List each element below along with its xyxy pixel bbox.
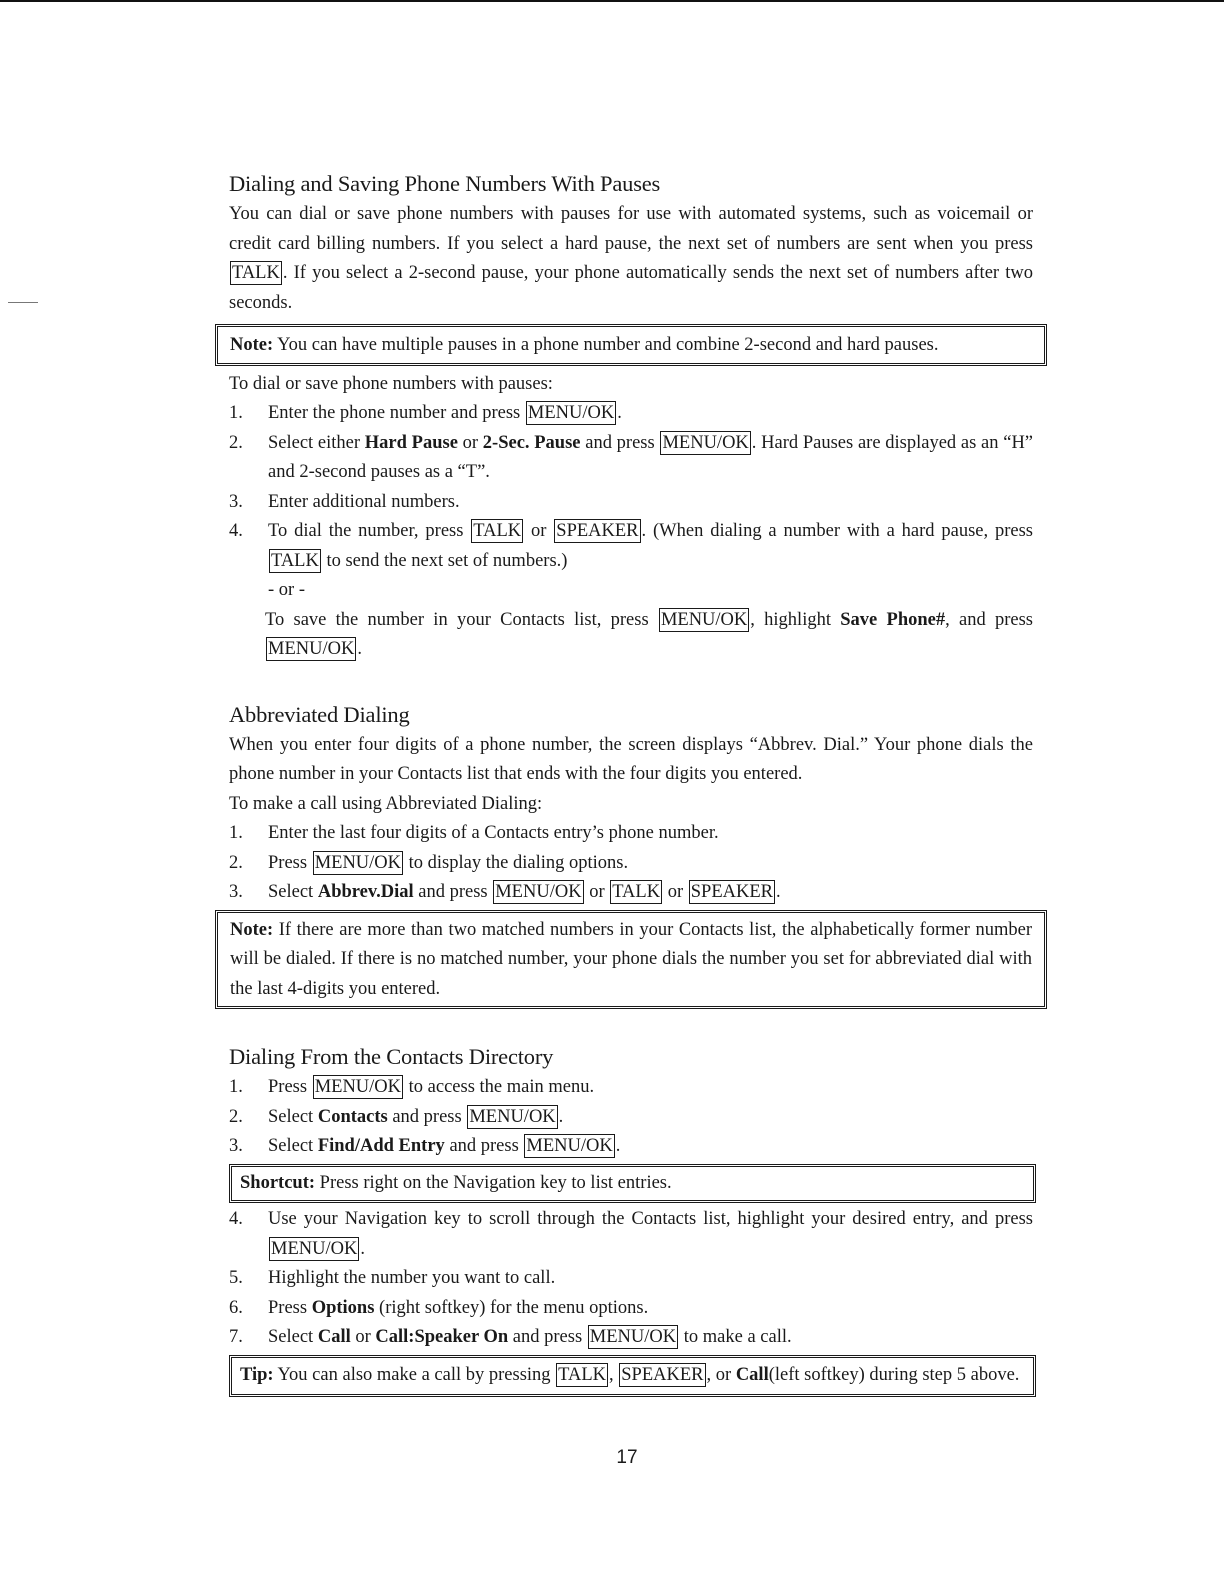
- key-menu-ok: MENU/OK: [469, 1106, 556, 1127]
- abbreviated-steps: [229, 819, 1033, 908]
- margin-mark: [8, 302, 38, 303]
- section-title-pauses: Dialing and Saving Phone Numbers With Pauses: [229, 171, 661, 196]
- shortcut-label: Shortcut:: [240, 1172, 316, 1193]
- key-menu-ok: MENU/OK: [314, 1077, 402, 1097]
- key-speaker: SPEAKER: [621, 1364, 704, 1385]
- abbreviated-lead: To make a call using Abbreviated Dialing:: [229, 793, 543, 814]
- section-title-contacts: Dialing From the Contacts Directory: [229, 1044, 554, 1069]
- key-talk: TALK: [232, 263, 280, 283]
- key-talk: TALK: [558, 1364, 607, 1385]
- pauses-steps: [229, 399, 1033, 576]
- list-item: 5. Highlight the number you want to call.: [229, 1268, 556, 1288]
- note-box-pauses: Note: You can have multiple pauses in a phone number and combine 2-second and hard pauses.: [215, 324, 1047, 366]
- list-item: 1. Press MENU/OK to access the main menu.: [229, 1077, 595, 1097]
- key-menu-ok: MENU/OK: [589, 1327, 677, 1347]
- key-speaker: SPEAKER: [690, 882, 773, 902]
- key-menu-ok: MENU/OK: [268, 639, 355, 659]
- key-menu-ok: MENU/OK: [662, 432, 749, 453]
- manual-page: [229, 168, 1033, 1397]
- key-talk: TALK: [612, 882, 661, 902]
- abbreviated-intro: When you enter four digits of a phone number, the screen displays “Abbrev. Dial.” Your phone dials the phone number in your Contacts list that ends with the four digits you entered.: [229, 734, 1033, 784]
- note-box-abbreviated: Note: If there are more than two matched numbers in your Contacts list, the alphabetically former number will be dialed. If there is no matched number, your phone dials the number you set for abbreviated dial with the last 4-digits you entered.: [215, 910, 1047, 1010]
- key-speaker: SPEAKER: [556, 521, 639, 541]
- key-menu-ok: MENU/OK: [660, 609, 748, 630]
- list-item: 4. Use your Navigation key to scroll through the Contacts list, highlight your desired entry, and press MENU/OK .: [229, 1209, 1033, 1259]
- note-label: Note:: [230, 919, 274, 940]
- key-talk: TALK: [473, 521, 522, 541]
- note-label: Note:: [230, 335, 274, 355]
- tip-box: Tip: You can also make a call by pressing TALK , SPEAKER , or Call(left softkey) during step 5 above.: [229, 1355, 1036, 1398]
- key-menu-ok: MENU/OK: [271, 1238, 358, 1259]
- key-menu-ok: MENU/OK: [526, 1136, 613, 1156]
- list-item: 2. Press MENU/OK to display the dialing options.: [229, 852, 629, 873]
- page-number: 17: [616, 1447, 638, 1468]
- contacts-steps-b: [229, 1205, 1033, 1353]
- list-item: 2. Select either Hard Pause or 2-Sec. Pause and press MENU/OK . Hard Pauses are displayed as an “H” and 2-second pauses as a “T”.: [229, 432, 1034, 482]
- contacts-steps-a: [229, 1073, 1033, 1162]
- list-item: 3. Select Abbrev.Dial and press MENU/OK or TALK or SPEAKER .: [229, 882, 781, 902]
- tip-label: Tip:: [240, 1364, 274, 1385]
- key-menu-ok: MENU/OK: [527, 403, 615, 423]
- list-item: 1. Enter the phone number and press MENU/OK .: [229, 403, 622, 423]
- list-item: 3. Select Find/Add Entry and press MENU/OK .: [229, 1136, 621, 1156]
- shortcut-box: Shortcut: Press right on the Navigation key to list entries.: [229, 1164, 1036, 1204]
- section-title-abbreviated: Abbreviated Dialing: [229, 701, 410, 727]
- pauses-lead: To dial or save phone numbers with pauses:: [229, 373, 553, 394]
- top-rule: [0, 0, 1224, 2]
- list-item: 7. Select Call or Call:Speaker On and press MENU/OK to make a call.: [229, 1327, 792, 1347]
- list-item: 4. To dial the number, press TALK or SPEAKER . (When dialing a number with a hard pause, press TALK to send the next set of numbers.): [229, 521, 1034, 571]
- list-item: 2. Select Contacts and press MENU/OK .: [229, 1106, 564, 1127]
- pauses-intro: You can dial or save phone numbers with pauses for use with automated systems, such as voicemail or credit card billing numbers. If you select a hard pause, the next set of numbers are sent when you press TALK . If you select a 2-second pause, your phone automatically sends the next set of numbers after two seconds.: [229, 204, 1033, 313]
- list-item: 3. Enter additional numbers.: [229, 491, 460, 512]
- key-menu-ok: MENU/OK: [495, 882, 582, 902]
- list-item: 1. Enter the last four digits of a Contacts entry’s phone number.: [229, 823, 719, 843]
- or-separator: - or -: [268, 580, 305, 600]
- key-talk: TALK: [271, 550, 319, 571]
- list-item: 6. Press Options (right softkey) for the menu options.: [229, 1297, 649, 1318]
- save-number-instructions: To save the number in your Contacts list, press MENU/OK , highlight Save Phone#, and press MENU/OK .: [265, 609, 1033, 659]
- key-menu-ok: MENU/OK: [314, 852, 402, 873]
